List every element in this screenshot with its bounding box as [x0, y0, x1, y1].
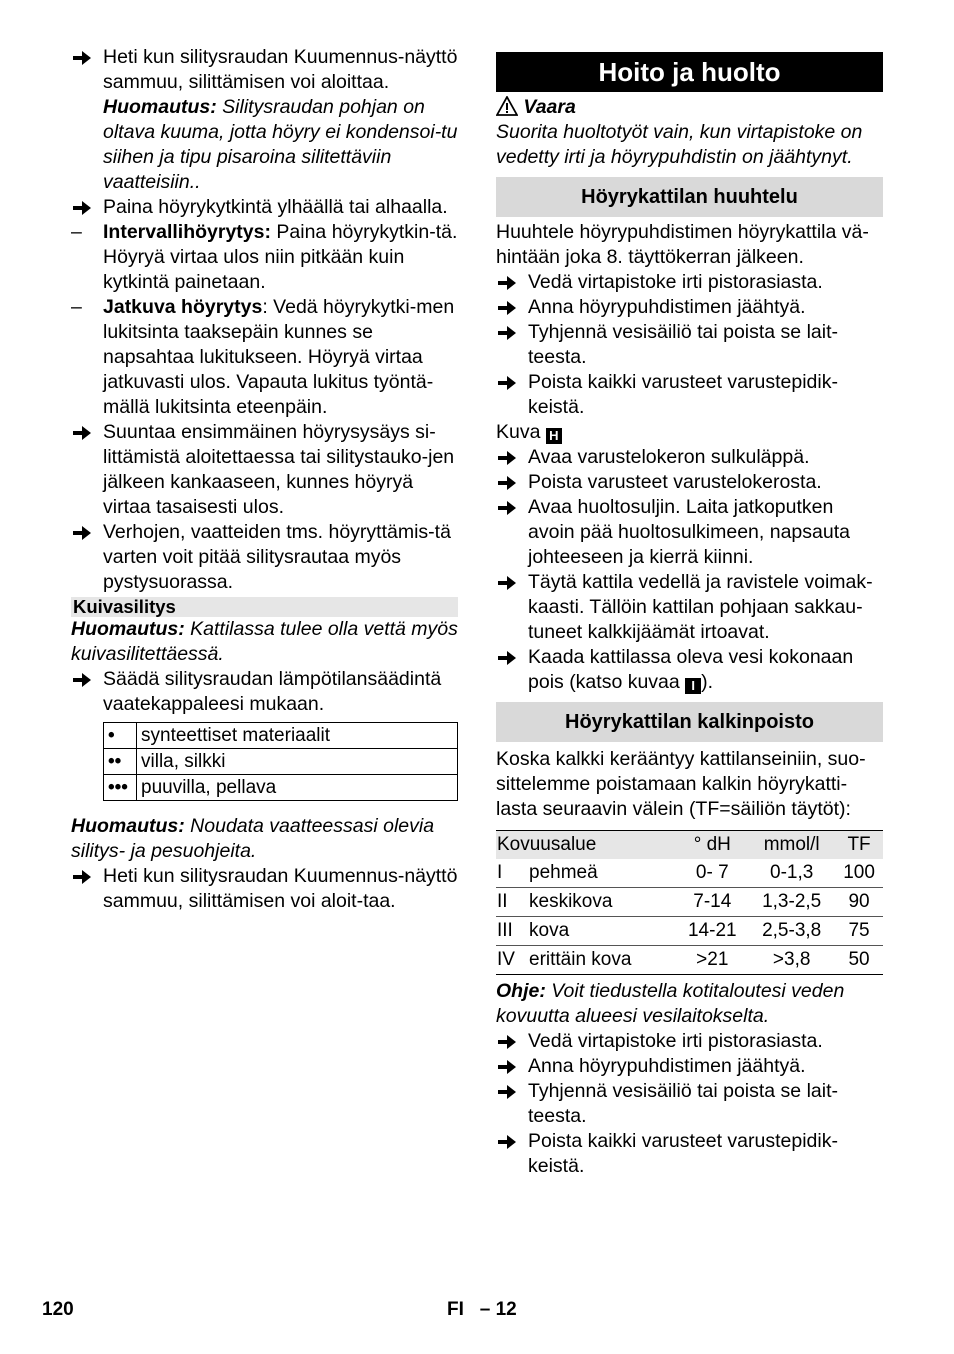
step-item: [496, 1079, 883, 1129]
instruction-text: Verhojen, vaatteiden tms. höyryttämis-tä varten voit pitää silitysrautaa myös pystysuorassa.: [103, 521, 451, 593]
sub-page-number: – 12: [479, 1299, 517, 1320]
term-text: Paina höyrykytkin-tä. Höyryä virtaa ulos niin pitkään kuin kytkintä painetaan.: [103, 221, 458, 293]
note-text: Silitysraudan pohjan on oltava kuuma, jotta höyry ei kondensoi-tu siihen ja tipu pisaroina silitettäviin vaatteisiin..: [103, 96, 458, 193]
table-cell: 2,5-3,8: [748, 917, 835, 946]
page-number: 120: [42, 1299, 74, 1320]
page-title: Hoito ja huolto: [496, 52, 883, 92]
arrow-icon: [73, 51, 91, 65]
table-cell: 0-1,3: [748, 859, 835, 888]
arrow-icon: [498, 301, 516, 315]
right-column: [496, 45, 883, 1179]
dash-bullet: –: [71, 221, 82, 243]
column-header: TF: [835, 831, 883, 860]
step-item: [496, 1029, 883, 1054]
dash-bullet: –: [71, 296, 82, 318]
table-cell: >21: [676, 946, 748, 975]
arrow-icon: [73, 201, 91, 215]
dash-item: [71, 220, 458, 295]
arrow-icon: [498, 376, 516, 390]
table-header-row: [496, 831, 883, 860]
step-text: Tyhjennä vesisäiliö tai poista se lait-teesta.: [528, 321, 838, 368]
tip-label: Ohje:: [496, 980, 546, 1002]
step-item: [496, 570, 883, 645]
arrow-icon: [73, 526, 91, 540]
table-cell: 7-14: [676, 888, 748, 917]
step-text: Anna höyrypuhdistimen jäähtyä.: [528, 1055, 806, 1077]
table-cell: 1,3-2,5: [748, 888, 835, 917]
table-cell: IV: [496, 946, 528, 975]
arrow-icon: [498, 651, 516, 665]
note-text: Kattilassa tulee olla vettä myös kuivasilitettäessä.: [71, 618, 458, 665]
table-row: [496, 917, 883, 946]
note-label: Huomautus:: [103, 96, 217, 118]
step-text: Avaa huoltosuljin. Laita jatkoputken avoin pää huoltosulkimeen, napsauta johteeseen ja kierrä kiinni.: [528, 496, 850, 568]
temperature-symbol: ••: [104, 749, 137, 775]
subheading-kuivasilitys: Kuivasilitys: [71, 597, 458, 617]
step-item: [496, 1054, 883, 1079]
section-intro: Koska kalkki kerääntyy kattilanseiniin, suo-sittelemme poistamaan kalkin höyrykatti-lasta seuraavin välein (TF=säiliön täytöt):: [496, 748, 866, 820]
dash-item: [71, 295, 458, 420]
arrow-icon: [498, 576, 516, 590]
instruction-item: [71, 420, 458, 520]
left-column: [71, 45, 458, 914]
instruction-item: [71, 195, 458, 220]
table-cell: I: [496, 859, 528, 888]
table-cell: keskikova: [528, 888, 676, 917]
step-item: [496, 1129, 883, 1179]
table-cell: pehmeä: [528, 859, 676, 888]
column-header: mmol/l: [748, 831, 835, 860]
term-label: Jatkuva höyrytys: [103, 296, 263, 318]
table-cell: kova: [528, 917, 676, 946]
arrow-icon: [498, 501, 516, 515]
instruction-text: Säädä silitysraudan lämpötilansäädintä vaatekappaleesi mukaan.: [103, 668, 442, 715]
table-row: [104, 775, 458, 801]
table-row: [104, 723, 458, 749]
arrow-icon: [498, 276, 516, 290]
arrow-icon: [498, 1085, 516, 1099]
term-text: : Vedä höyrykytki-men lukitsinta taaksepäin kunnes se napsahtaa lukitukseen. Höyryä virtaa jatkuvasti ulos. Vapauta lukitus työntä-mällä lukitsinta eteenpäin.: [103, 296, 455, 418]
table-cell: >3,8: [748, 946, 835, 975]
page-footer-label: [447, 1297, 517, 1322]
step-text: Tyhjennä vesisäiliö tai poista se lait-teesta.: [528, 1080, 838, 1127]
arrow-icon: [73, 870, 91, 884]
step-item: [496, 445, 883, 470]
figure-h-icon: H: [546, 428, 562, 444]
table-cell: 14-21: [676, 917, 748, 946]
step-item: [496, 645, 883, 695]
step-item: [496, 270, 883, 295]
term-label: Intervallihöyrytys:: [103, 221, 271, 243]
step-item: [496, 295, 883, 320]
figure-label: Kuva: [496, 421, 541, 443]
language-code: FI: [447, 1299, 464, 1320]
section-intro: Huuhtele höyrypuhdistimen höyrykattila vä-hintään joka 8. täyttökerran jälkeen.: [496, 221, 869, 268]
warning-triangle-icon: [496, 96, 518, 116]
arrow-icon: [498, 476, 516, 490]
step-text-end: ).: [701, 671, 714, 693]
arrow-icon: [73, 426, 91, 440]
column-header: ° dH: [676, 831, 748, 860]
table-cell: 100: [835, 859, 883, 888]
instruction-text: Suuntaa ensimmäinen höyrysysäys si-littämistä aloitettaessa tai silitystauko-jen jälkeen kankaaseen, kunnes höyryä virtaa tasaisesti ulos.: [103, 421, 455, 518]
step-item: [496, 470, 883, 495]
step-item: [496, 320, 883, 370]
instruction-text: Paina höyrykytkintä ylhäällä tai alhaalla.: [103, 196, 448, 218]
fabric-label: villa, silkki: [137, 749, 458, 775]
arrow-icon: [73, 673, 91, 687]
table-row: [496, 859, 883, 888]
water-hardness-table: [496, 830, 883, 975]
table-cell: II: [496, 888, 528, 917]
arrow-icon: [498, 1035, 516, 1049]
instruction-text: Heti kun silitysraudan Kuumennus-näyttö sammuu, silittämisen voi aloit-taa.: [103, 865, 458, 912]
table-row: [496, 946, 883, 975]
section-heading-huuhtelu: Höyrykattilan huuhtelu: [496, 177, 883, 217]
column-header: Kovuusalue: [496, 831, 676, 860]
table-cell: erittäin kova: [528, 946, 676, 975]
temperature-symbol: •: [104, 723, 137, 749]
fabric-temperature-table: [103, 722, 458, 801]
instruction-text: Heti kun silitysraudan Kuumennus-näyttö sammuu, silittämisen voi aloittaa.: [103, 46, 458, 93]
table-cell: 75: [835, 917, 883, 946]
step-text: Avaa varustelokeron sulkuläppä.: [528, 446, 810, 468]
instruction-item: [71, 520, 458, 595]
figure-reference: [496, 420, 883, 445]
fabric-label: synteettiset materiaalit: [137, 723, 458, 749]
table-cell: III: [496, 917, 528, 946]
step-item: [496, 370, 883, 420]
step-text: Vedä virtapistoke irti pistorasiasta.: [528, 1030, 823, 1052]
note-label: Huomautus:: [71, 618, 185, 640]
note-text: Noudata vaatteessasi olevia silitys- ja pesuohjeita.: [71, 815, 435, 862]
section-heading-kalkinpoisto: Höyrykattilan kalkinpoisto: [496, 702, 883, 742]
arrow-icon: [498, 1060, 516, 1074]
step-text: Vedä virtapistoke irti pistorasiasta.: [528, 271, 823, 293]
arrow-icon: [498, 1135, 516, 1149]
table-row: [496, 888, 883, 917]
instruction-item: [71, 667, 458, 717]
step-item: [496, 495, 883, 570]
step-text: Poista kaikki varusteet varustepidik-keistä.: [528, 1130, 838, 1177]
step-text: Täytä kattila vedellä ja ravistele voimak-kaasti. Tällöin kattilan pohjaan sakkau-tuneet kalkkijäämät irtoavat.: [528, 571, 873, 643]
step-text: Anna höyrypuhdistimen jäähtyä.: [528, 296, 806, 318]
instruction-item: [71, 864, 458, 914]
arrow-icon: [498, 451, 516, 465]
step-text: Kaada kattilassa oleva vesi kokonaan pois (katso kuvaa: [528, 646, 854, 693]
step-text: Poista varusteet varustelokerosta.: [528, 471, 822, 493]
warning-label: Vaara: [523, 96, 576, 118]
table-row: [104, 749, 458, 775]
fabric-label: puuvilla, pellava: [137, 775, 458, 801]
table-cell: 0- 7: [676, 859, 748, 888]
table-cell: 90: [835, 888, 883, 917]
warning-text: Suorita huoltotyöt vain, kun virtapistoke on vedetty irti ja höyrypuhdistin on jäähtynyt.: [496, 121, 863, 168]
step-text: Poista kaikki varusteet varustepidik-keistä.: [528, 371, 838, 418]
temperature-symbol: •••: [104, 775, 137, 801]
tip-text: Voit tiedustella kotitaloutesi veden kovuutta alueesi vesilaitokselta.: [496, 980, 845, 1027]
note-label: Huomautus:: [71, 815, 185, 837]
table-cell: 50: [835, 946, 883, 975]
figure-i-icon: I: [685, 678, 701, 694]
instruction-item: [71, 45, 458, 195]
arrow-icon: [498, 326, 516, 340]
